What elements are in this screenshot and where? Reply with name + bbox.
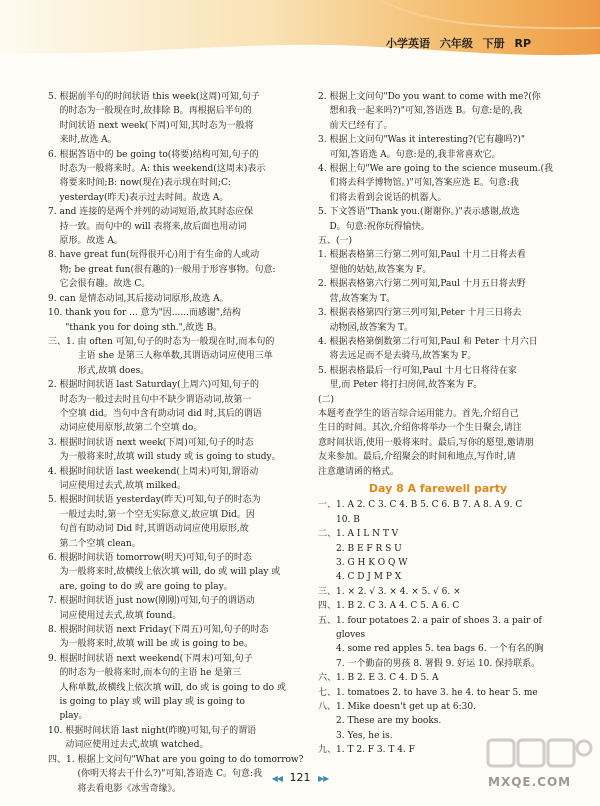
answer-item (318, 90, 558, 133)
answer-number: 4. (48, 466, 60, 477)
answer-text: 根据时间状语 next weekend(下周末)可知,句子 的时态为一般将来时,而本句的主语 he 是第三 人称单数,故横线上依次填 will, do 或 is going to do 或 is going to play 或 will play 或 is going to play。 (59, 653, 286, 722)
answer-text: 根据表格第六行第二列可知,Paul 十月五日将去野 营,故答案为 T。 (329, 279, 526, 304)
answer-item (48, 594, 306, 623)
answer-number: 九、 (318, 745, 337, 756)
answer-number: 2. (48, 380, 60, 391)
answer-text: 根据上文问句"Do you want to come with me?(你 想和我一起来吗?)"可知,答语选 B。句意:是的,我 前天已经有了。 (329, 92, 541, 131)
answer-text: have great fun(玩得很开心)用于有生命的人或动 物; be great fun(很有趣的)一般用于形容事物。句意: 它会很有趣。故选 C。 (59, 250, 276, 290)
left-answer-column (48, 90, 306, 796)
page-number: 121 (289, 771, 311, 784)
answer-number: 5. (318, 365, 330, 376)
answer-item (48, 335, 306, 378)
answer-number: 4. (318, 164, 330, 175)
answer-number: 2. (318, 92, 330, 102)
answer-text: 根据上句"We are going to the science museum.(我 们将去科学博物馆。)"可知,答案应选 E。句意:我 们将去看到会说话的机器人。 (329, 164, 553, 203)
answer-text: 根据时间状语 last night(昨晚)可知,句子的谓语 动词应使用过去式,故填 watched。 (65, 725, 257, 751)
header-wave-decoration (0, 0, 600, 62)
answer-item (48, 248, 306, 291)
answer-text: 1. A I L N T V 2. B E F R S U 3. G H K O Q W 4. C D J M P X (336, 529, 408, 583)
answer-text: 根据时间状语 just now(刚刚)可知,句子的谓语动 词应使用过去式,故填 found。 (59, 596, 255, 621)
answer-text: 根据上文问句"Was it interesting?(它有趣吗?)" 可知,答语选 A。句意:是的,我非常喜欢它。 (329, 135, 525, 160)
answer-text: 根据时间状语 next Friday(下周五)可知,句子的时态 为一般将来时,故填 will be 或 is going to be。 (59, 625, 269, 650)
answer-item (318, 407, 558, 479)
answer-text: 1. Mike doesn't get up at 6:30. 2. These are my books. 3. Yes, he is. (336, 702, 476, 741)
answer-item (48, 378, 306, 436)
answer-number: 5. (48, 495, 60, 506)
answer-number: 五、 (318, 615, 337, 626)
answer-number: 七、 (318, 687, 337, 698)
answer-number: 9. (48, 653, 60, 664)
answer-text: and 连接的是两个并列的动词短语,故其时态应保 持一致。而句中的 will 表将来,故后面也用动词 原形。故选 A。 (59, 207, 254, 247)
answer-number: 1. (318, 250, 330, 261)
answer-number: 10. (48, 725, 66, 736)
next-arrows-icon: ▶▶ (318, 774, 329, 783)
answer-item (318, 614, 558, 672)
answer-number: 9. (48, 293, 60, 304)
answer-number: 3. (318, 135, 330, 146)
answer-text: 1. B 2. C 3. A 4. C 5. A 6. C (336, 601, 460, 612)
answer-item (318, 393, 558, 407)
answer-number: 8. (48, 250, 60, 261)
answer-item (318, 234, 558, 248)
volume-label: 下册 (482, 37, 505, 50)
answer-item (48, 623, 306, 652)
answer-item (318, 498, 558, 527)
answer-number: 六、 (318, 673, 337, 684)
answer-item (318, 599, 558, 613)
page-footer (0, 771, 600, 784)
answer-number: 3. (48, 437, 60, 448)
answer-text: 根据前半句的时间状语 this week(这周)可知,句子 的时态为一般现在时,故排除 B。再根据后半句的 时间状语 next week(下周)可知,其时态为一般将 来时,故选 A。 (59, 92, 260, 146)
answer-text: 根据表格第倒数第二行可知,Paul 和 Peter 十月六日 将去远足而不是去骑马,故答案为 F。 (329, 336, 538, 362)
answer-item (48, 306, 306, 335)
answer-number: 7. (48, 596, 60, 607)
watermark-logo-icon (484, 734, 596, 800)
answer-item (48, 551, 306, 594)
answer-number: 6. (48, 553, 60, 563)
answer-item (318, 686, 558, 700)
answer-text: 下文答语"Thank you.(谢谢你。)"表示感谢,故选 D。句意:祝你玩得愉快。 (329, 207, 520, 232)
answer-item (48, 724, 306, 753)
answer-number: 6. (48, 149, 60, 160)
answer-item (318, 162, 558, 205)
answer-number: 7. (48, 207, 60, 218)
answer-number: 5. (48, 92, 60, 102)
answer-number: 5. (318, 207, 330, 218)
answer-text: 1. B 2. E 3. C 4. D 5. A (336, 673, 439, 684)
answer-item (48, 148, 306, 206)
edition-label: RP (514, 37, 532, 50)
answer-number: 四、1. (48, 754, 78, 765)
answer-text: 1. four potatoes 2. a pair of shoes 3. a pair of gloves 4. some red apples 5. tea bags 6. 一个有名的胸 7. 一个勤奋的男孩 8. 署假 9. 好运 10. 保持联系。 (336, 615, 544, 669)
answer-item (48, 90, 306, 148)
answer-number: 三、1. (48, 336, 78, 347)
answer-text: 根据时间状语 next week(下周)可知,句子的时态 为一般将来时,故填 will study 或 is going to study。 (59, 437, 281, 463)
answer-number: 8. (48, 625, 60, 636)
page-header-band (0, 0, 600, 62)
answer-item (318, 671, 558, 685)
answer-number: 八、 (318, 702, 337, 713)
answer-text: 根据表格第三行第二列可知,Paul 十月二日将去看 望他的姑姑,故答案为 F。 (329, 250, 526, 275)
grade-label: 六年级 (439, 37, 473, 50)
answer-text: 根据时间状语 tomorrow(明天)可知,句子的时态 为一般将来时,故横线上依次填 will, do 或 will play 或 are, going to do 或 are going to play。 (59, 553, 281, 592)
answer-item (318, 585, 558, 599)
answer-item (318, 335, 558, 364)
answer-text: 根据时间状语 last weekend(上周末)可知,谓语动 词应使用过去式,故填 milked。 (59, 466, 259, 491)
answer-number: 五、 (318, 236, 337, 247)
answer-number: 一、 (318, 500, 337, 511)
answer-text: 1. × 2. √ 3. × 4. × 5. √ 6. × (336, 586, 461, 597)
answer-text: 1. A 2. C 3. C 4. B 5. C 6. B 7. A 8. A 9. C 10. B (336, 500, 523, 525)
answer-item (318, 248, 558, 277)
answer-item (48, 493, 306, 551)
answer-number: 2. (318, 279, 330, 290)
answer-item (318, 277, 558, 306)
prev-arrows-icon: ◀◀ (271, 774, 282, 783)
answer-number: 三、 (318, 586, 337, 597)
answer-item (318, 133, 558, 162)
answer-text: 1. tomatoes 2. to have 3. he 4. to hear 5. me (336, 687, 538, 698)
answer-text: can 是情态动词,其后接动词原形,故选 A。 (59, 293, 229, 304)
answer-number: 10. (48, 308, 66, 319)
answer-item (318, 306, 558, 335)
answer-text: 根据答语中的 be going to(将要)结构可知,句子的 时态为一般将来时。A: this weekend(这周末)表示 将要来时间;B: now(现在)表示现在时间;C: yesterday(昨天)表示过去时间。故选 A。 (59, 149, 266, 203)
answer-item (48, 465, 306, 494)
answer-text: 根据表格第四行第三列可知,Peter 十月三日将去 动物园,故答案为 T。 (329, 308, 522, 333)
day-section-title: Day 8 A farewell party (368, 481, 508, 495)
answer-text: 由 often 可知,句子的时态为一般现在时,而本句的 主语 she 是第三人称单数,其谓语动词应使用三单 形式,故填 does。 (77, 336, 275, 376)
answer-text: 根据表格最后一行可知,Paul 十月七日将待在家 里,而 Peter 将打扫房间,故答案为 F。 (329, 365, 517, 391)
answer-text: 本题考查学生的语言综合运用能力。首先,介绍自己 生日的时间。其次,介绍你将举办一个生日聚会,请注 意时间状语,使用一般将来时。最后,写你的愿望,邀请朋 友来参加。最后,介绍聚会的时间和地点,写作时,请 注意邀请函的格式。 (318, 408, 534, 477)
answer-item (48, 436, 306, 465)
answer-number: 二、 (318, 529, 337, 540)
answer-item (48, 292, 306, 306)
answer-text: 根据上文问句"What are you going to do tomorrow? (你明天将去干什么?)"可知,答语选 C。句意:我 将去看电影《冰雪奇缘》。 (77, 754, 304, 794)
answer-text: (二) (318, 394, 335, 405)
subject-label: 小学英语 (386, 37, 430, 50)
answer-text: 1. T 2. F 3. T 4. F (336, 745, 415, 756)
answer-number: 四、 (318, 601, 337, 612)
answer-item (318, 364, 558, 393)
answer-number: 4. (318, 336, 330, 347)
answer-text: 根据时间状语 last Saturday(上周六)可知,句子的 时态为一般过去时且句中不缺少谓语动词,故第一 个空填 did。当句中含有助动词 did 时,其后的谓语 动词应使用原形,故第二个空填 do。 (59, 380, 262, 434)
answer-number: 3. (318, 308, 330, 319)
answer-item (318, 527, 558, 585)
answer-text: 根据时间状语 yesterday(昨天)可知,句子的时态为 一般过去时,第一个空无实际意义,故应填 Did。因 句首有助动词 Did 时,其谓语动词应使用原形,故 第二个空填 clean。 (59, 495, 261, 549)
watermark-text: MXQE.COM (488, 775, 572, 789)
right-answer-column (318, 90, 558, 758)
answer-item (48, 652, 306, 724)
book-title (386, 35, 537, 51)
answer-item (318, 205, 558, 234)
answer-text: thank you for ... 意为"因......而感谢",结构 "thank you for doing sth.",故选 B。 (65, 308, 241, 333)
answer-item (48, 205, 306, 248)
answer-text: (一) (336, 236, 353, 247)
